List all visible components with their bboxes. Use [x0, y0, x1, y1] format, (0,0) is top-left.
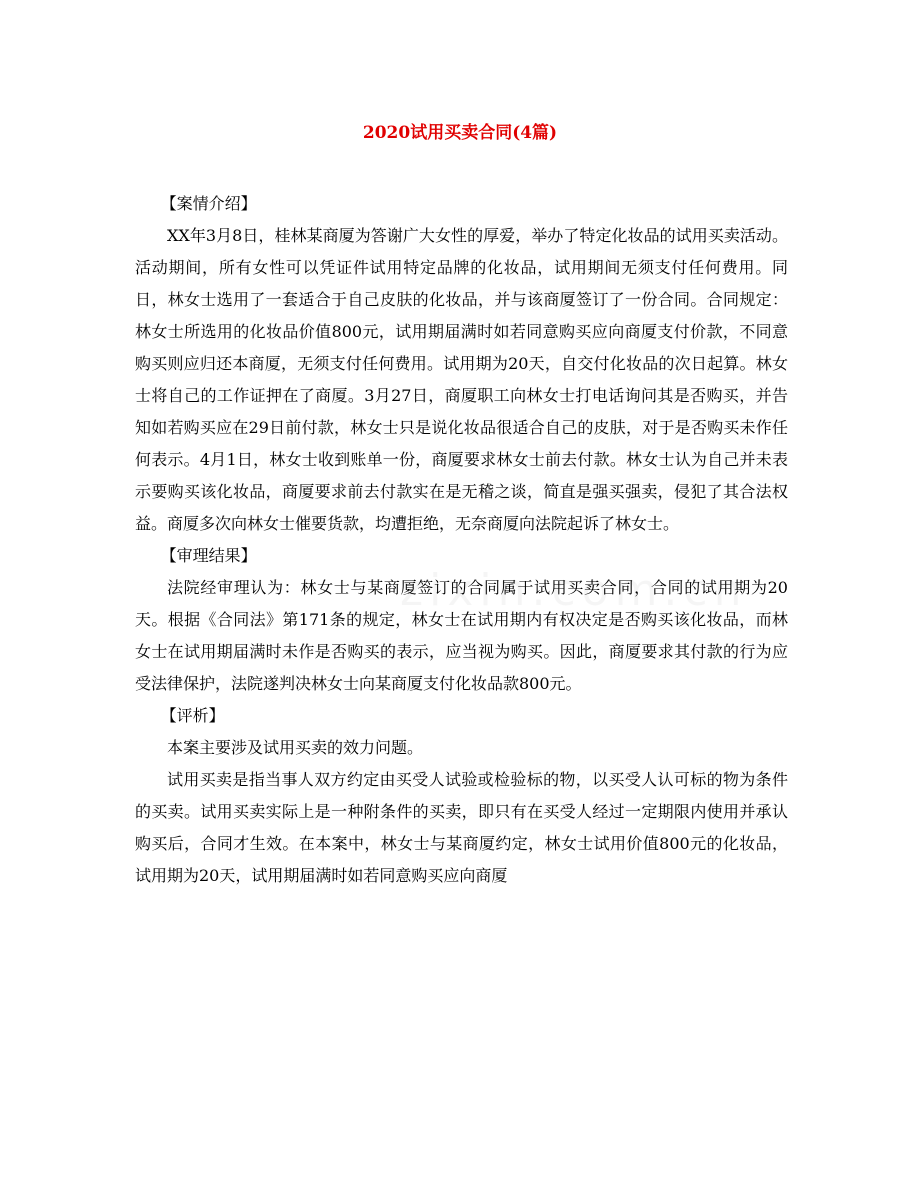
paragraph-trial-result: 法院经审理认为：林女士与某商厦签订的合同属于试用买卖合同，合同的试用期为20天。根据《合同法》第171条的规定，林女士在试用期内有权决定是否购买该化妆品，而林女士在试用期届满时未作是否购买的表示，应当视为购买。因此，商厦要求其付款的行为应受法律保护，法院遂判决林女士向某商厦支付化妆品款800元。: [135, 578, 788, 693]
paragraph-case-description: XX年3月8日，桂林某商厦为答谢广大女性的厚爱，举办了特定化妆品的试用买卖活动。活动期间，所有女性可以凭证件试用特定品牌的化妆品，试用期间无须支付任何费用。同日，林女士选用了一套适合于自己皮肤的化妆品，并与该商厦签订了一份合同。合同规定：林女士所选用的化妆品价值800元，试用期届满时如若同意购买应向商厦支付价款，不同意购买则应归还本商厦，无须支付任何费用。试用期为20天，自交付化妆品的次日起算。林女士将自己的工作证押在了商厦。3月27日，商厦职工向林女士打电话询问其是否购买，并告知如若购买应在29日前付款，林女士只是说化妆品很适合自己的皮肤，对于是否购买未作任何表示。4月1日，林女士收到账单一份，商厦要求林女士前去付款。林女士认为自己并未表示要购买该化妆品，商厦要求前去付款实在是无稽之谈，简直是强买强卖，侵犯了其合法权益。商厦多次向林女士催要货款，均遭拒绝，无奈商厦向法院起诉了林女士。: [135, 226, 788, 533]
section-heading-trial-result: 【审理结果】: [160, 546, 257, 565]
document-body: [135, 188, 788, 892]
paragraph-analysis-intro: 本案主要涉及试用买卖的效力问题。: [167, 738, 424, 757]
section-heading-analysis: 【评析】: [160, 706, 225, 725]
document-title: 2020试用买卖合同(4篇): [362, 123, 558, 143]
section-heading-case-intro: 【案情介绍】: [160, 194, 257, 213]
paragraph-analysis-detail: 试用买卖是指当事人双方约定由买受人试验或检验标的物，以买受人认可标的物为条件的买卖。试用买卖实际上是一种附条件的买卖，即只有在买受人经过一定期限内使用并承认购买后，合同才生效。在本案中，林女士与某商厦约定，林女士试用价值800元的化妆品，试用期为20天，试用期届满时如若同意购买应向商厦: [135, 770, 788, 885]
